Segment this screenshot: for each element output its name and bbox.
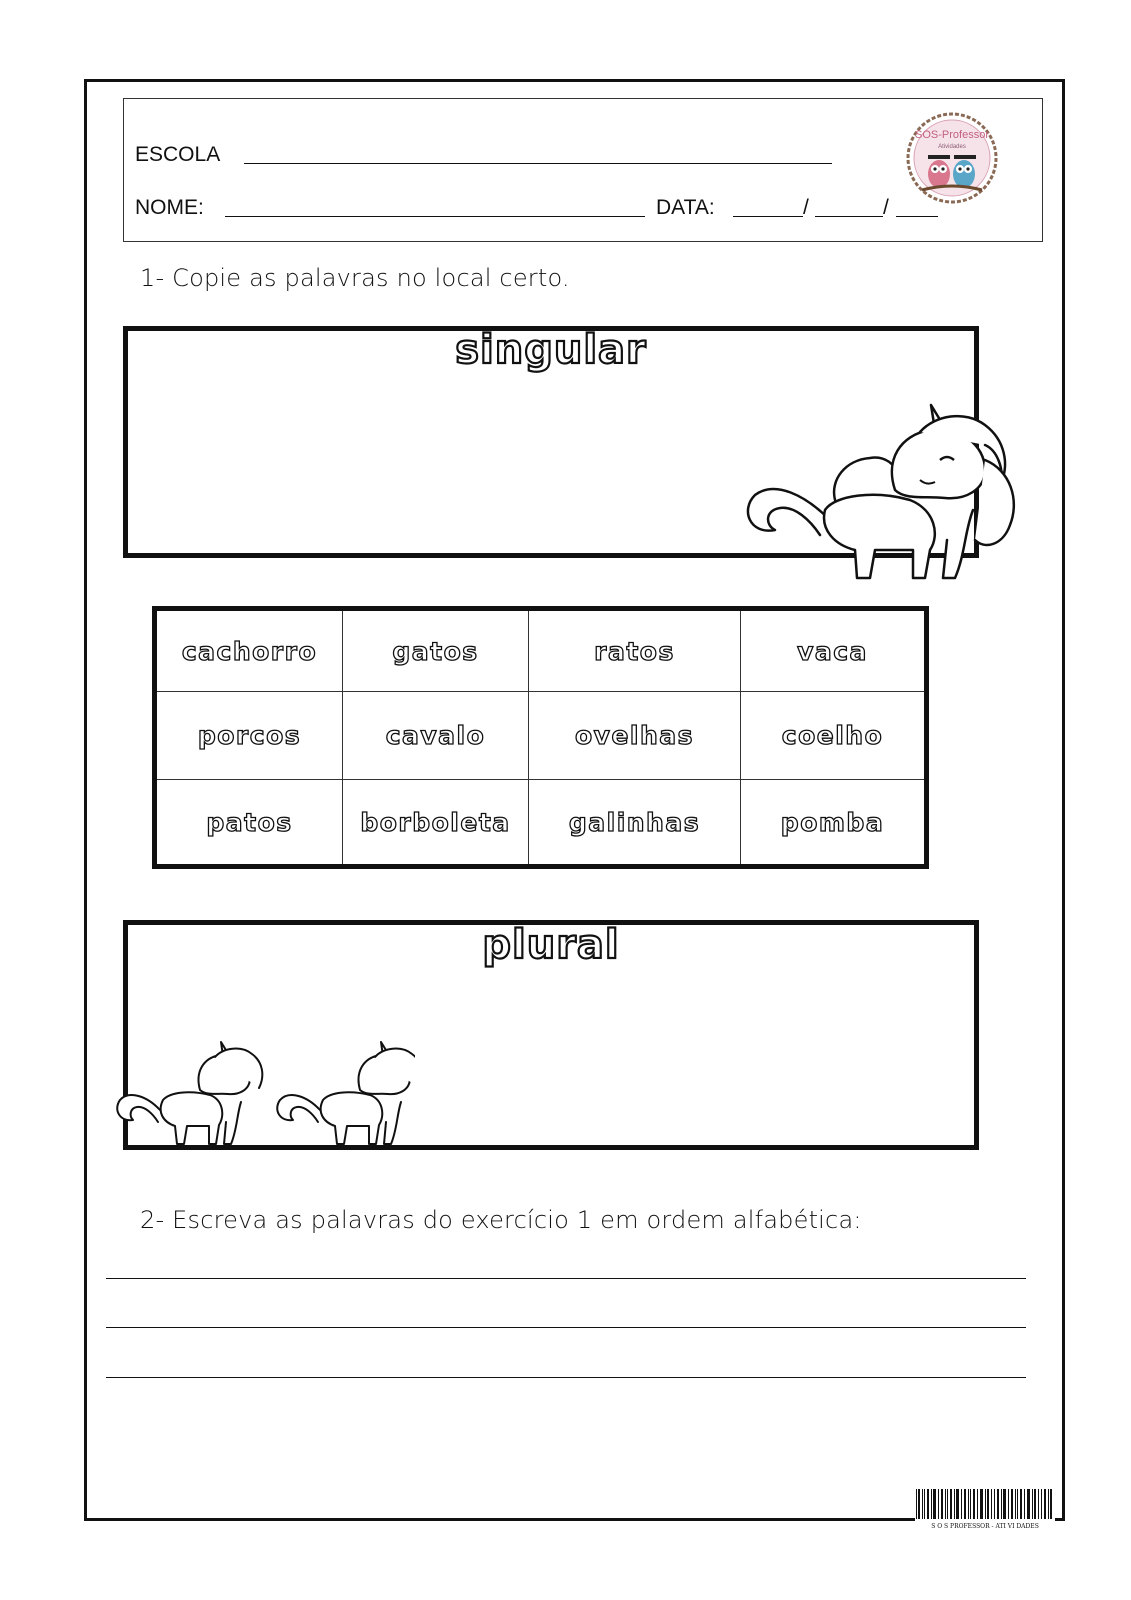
unicorn-illustration [735, 400, 1035, 590]
writing-line[interactable] [106, 1377, 1026, 1378]
escola-label: ESCOLA [135, 143, 221, 166]
word-cell: galinhas [529, 780, 741, 864]
word-cell: pomba [780, 807, 885, 837]
word-cell: cachorro [157, 611, 343, 692]
exercise-2-instruction: 2- Escreva as palavras do exercício 1 em ordem alfabética: [140, 1206, 862, 1234]
unicorns-illustration [115, 1040, 415, 1150]
word-cell: patos [157, 780, 343, 864]
barcode-text: S O S PROFESSOR - ATI VI DADES [931, 1523, 1039, 1530]
word-cell: ovelhas [529, 692, 741, 780]
escola-field[interactable] [244, 163, 832, 164]
word-cell: vaca [741, 611, 924, 692]
date-day-field[interactable] [733, 216, 803, 217]
sos-professor-logo [906, 106, 998, 218]
exercise-1-instruction: 1- Copie as palavras no local certo. [140, 264, 570, 292]
logo-text: SOS-Professor [915, 129, 989, 141]
data-label: DATA: [656, 196, 715, 219]
writing-line[interactable] [106, 1278, 1026, 1279]
nome-label: NOME: [135, 196, 204, 219]
logo-subtext: Atividades [938, 144, 966, 150]
date-month-field[interactable] [815, 216, 883, 217]
word-cell: cavalo [343, 692, 529, 780]
nome-field[interactable] [225, 216, 645, 217]
singular-title: singular [455, 327, 647, 373]
word-cell: porcos [157, 692, 343, 780]
word-grid-table [152, 606, 929, 869]
barcode-icon [915, 1488, 1055, 1530]
writing-line[interactable] [106, 1327, 1026, 1328]
plural-title: plural [482, 922, 620, 968]
date-separator: / [883, 196, 889, 219]
word-cell: coelho [741, 692, 924, 780]
word-cell: gatos [343, 611, 529, 692]
word-cell: ratos [529, 611, 741, 692]
header-box [123, 98, 1043, 242]
word-cell: borboleta [343, 780, 529, 864]
date-separator: / [803, 196, 809, 219]
